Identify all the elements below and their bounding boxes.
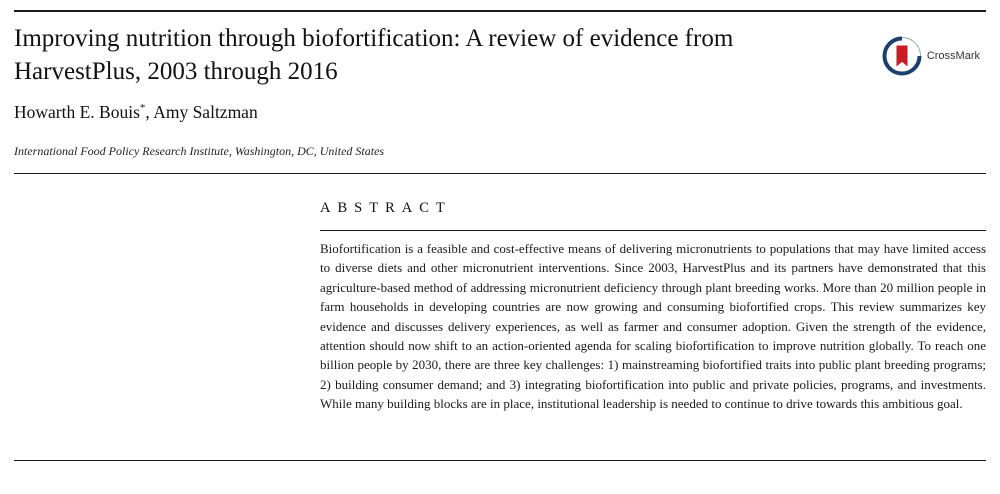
top-rule: [14, 10, 986, 12]
abstract-text: Biofortification is a feasible and cost-effective means of delivering micronutrients to populations that may have limited access to diverse diets and other micronutrient interventions. Since 2003, HarvestPlus and its partners have demonstrated that this agriculture-based method of addressing micronutrient deficiency through plant breeding works. More than 20 million people in farm households in developing countries are now growing and consuming biofortified crops. This review summarizes key evidence and discusses delivery experiences, as well as farmer and consumer adoption. Given the strength of the evidence, attention should now shift to an action-oriented agenda for scaling biofortification to improve nutrition globally. To reach one billion people by 2030, there are three key challenges: 1) mainstreaming biofortified traits into public plant breeding programs; 2) building consumer demand; and 3) integrating biofortification into public and private policies, programs, and investments. While many building blocks are in place, institutional leadership is needed to continue to drive towards this ambitious goal.: [320, 241, 986, 412]
corresponding-author-marker: *: [139, 102, 146, 115]
affiliation: International Food Policy Research Institute, Washington, DC, United States: [14, 144, 385, 158]
crossmark-icon: [882, 36, 922, 76]
crossmark-label: CrossMark: [926, 50, 980, 62]
abstract-heading: ABSTRACT: [320, 200, 452, 216]
author-2: Amy Saltzman: [153, 102, 258, 122]
abstract-heading-rule: [320, 230, 986, 231]
author-separator: ,: [145, 102, 154, 122]
author-1: Howarth E. Bouis: [14, 102, 140, 122]
bottom-rule: [14, 460, 986, 461]
crossmark-badge[interactable]: [882, 36, 980, 76]
author-line: [14, 102, 258, 123]
paper-title: Improving nutrition through biofortification: A review of evidence from HarvestPlus, 2003 through 2016: [14, 25, 734, 85]
header-rule: [14, 173, 986, 174]
